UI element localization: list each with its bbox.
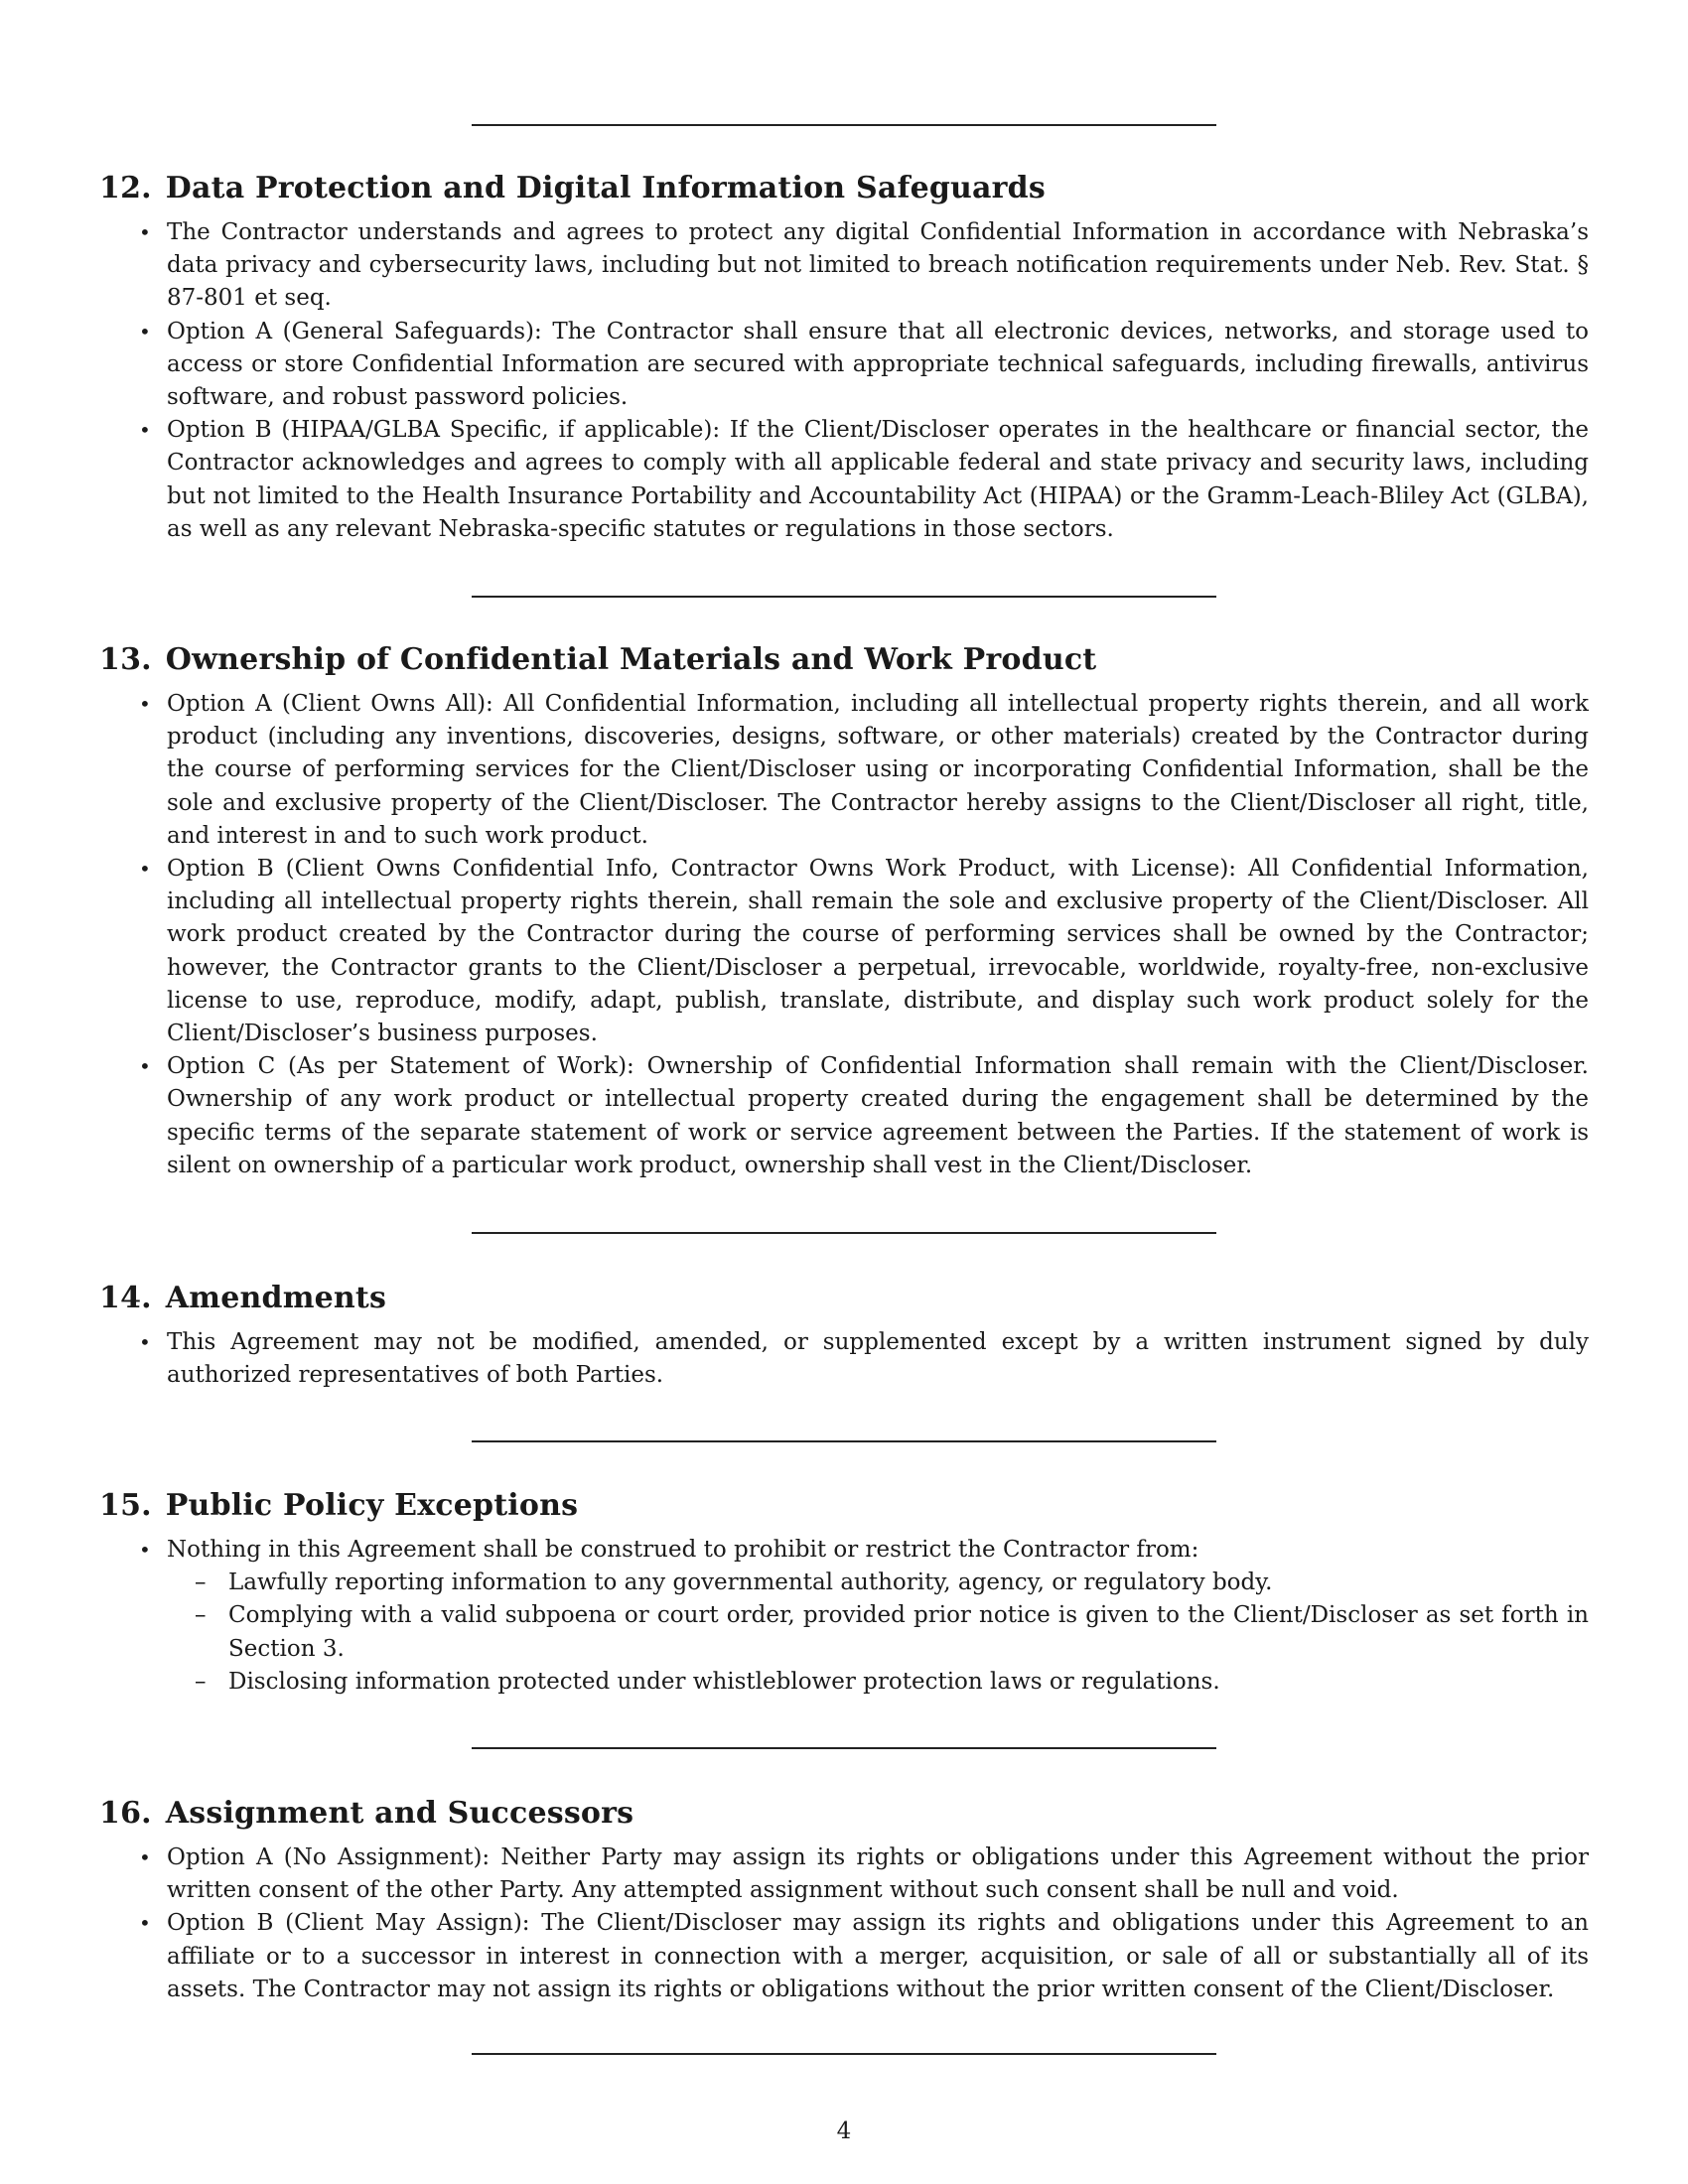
list-item-text: Option B (Client May Assign): The Client/Discloser may assign its rights and obligations under this Agreement to an affiliate or to a successor in interest in connection with a merger, acquisition, or sale of all or substantially all of its assets. The Contractor may not assign its rights or obligations without the prior written consent of the Client/Discloser.	[167, 1910, 1589, 2002]
page-number: 4	[836, 2118, 852, 2144]
bullet-icon: •	[139, 692, 151, 716]
bullet-icon: •	[139, 319, 151, 343]
list-item	[99, 853, 1589, 1050]
list-item-text: Option B (HIPAA/GLBA Specific, if applicable): If the Client/Discloser operates in the healthcare or financial sector, the Contractor acknowledges and agrees to comply with all applicable federal and state privacy and security laws, including but not limited to the Health Insurance Portability and Accountability Act (HIPAA) or the Gramm-Leach-Bliley Act (GLBA), as well as any relevant Nebraska-specific statutes or regulations in those sectors.	[167, 417, 1589, 542]
section-number: 13.	[99, 642, 152, 677]
section-title: Amendments	[165, 1281, 387, 1315]
section-divider	[472, 2053, 1216, 2055]
list-item-text: Option C (As per Statement of Work): Ownership of Confidential Information shall remain with the Client/Discloser. Ownership of any work product or intellectual property created during the engagement shall be determined by the specific terms of the separate statement of work or service agreement between the Parties. If the statement of work is silent on ownership of a particular work product, ownership shall vest in the Client/Discloser.	[167, 1053, 1589, 1178]
list-item	[99, 1534, 1589, 1699]
section-title: Public Policy Exceptions	[165, 1488, 579, 1523]
list-item	[99, 688, 1589, 853]
list-item	[99, 1326, 1589, 1392]
section-number: 15.	[99, 1488, 152, 1523]
section-13	[99, 640, 1589, 1182]
section-heading	[99, 169, 1589, 208]
list-item-text: Option A (General Safeguards): The Contractor shall ensure that all electronic devices, networks, and storage used to access or store Confidential Information are secured with appropriate technical safeguards, including firewalls, antivirus software, and robust password policies.	[167, 318, 1589, 411]
sub-list-item-text: Complying with a valid subpoena or court order, provided prior notice is given to the Client/Discloser as set forth in Section 3.	[228, 1602, 1589, 1662]
list-item	[99, 1907, 1589, 2006]
section-15	[99, 1486, 1589, 1699]
list-item	[99, 1050, 1589, 1182]
bullet-icon: •	[139, 1054, 151, 1079]
section-divider	[472, 596, 1216, 598]
bullet-list	[99, 1534, 1589, 1699]
bullet-list	[99, 1326, 1589, 1392]
section-number: 16.	[99, 1796, 152, 1831]
bullet-icon: •	[139, 857, 151, 882]
bullet-list	[99, 1842, 1589, 2006]
list-item	[99, 316, 1589, 415]
sub-list-item	[167, 1599, 1589, 1665]
sub-list-item-text: Disclosing information protected under whistleblower protection laws or regulations.	[228, 1668, 1220, 1695]
sub-list	[167, 1567, 1589, 1699]
bullet-icon: •	[139, 1330, 151, 1354]
sub-list-item	[167, 1666, 1589, 1699]
list-item-text: Nothing in this Agreement shall be construed to prohibit or restrict the Contractor from:	[167, 1537, 1199, 1563]
list-item-text: Option A (No Assignment): Neither Party may assign its rights or obligations under this Agreement without the prior written consent of the other Party. Any attempted assignment without such consent shall be null and void.	[167, 1844, 1589, 1904]
bullet-icon: •	[139, 418, 151, 443]
list-item	[99, 1842, 1589, 1907]
section-16	[99, 1794, 1589, 2006]
section-title: Data Protection and Digital Information Safeguards	[165, 171, 1046, 205]
dash-icon: –	[195, 1668, 207, 1695]
section-divider	[472, 1232, 1216, 1234]
list-item-text: The Contractor understands and agrees to protect any digital Confidential Information in accordance with Nebraska’s data privacy and cybersecurity laws, including but not limited to breach notification requirements under Neb. Rev. Stat. § 87-801 et seq.	[167, 219, 1589, 312]
bullet-icon: •	[139, 220, 151, 244]
dash-icon: –	[195, 1570, 207, 1596]
section-divider	[472, 1747, 1216, 1749]
list-item-text: Option B (Client Owns Confidential Info, Contractor Owns Work Product, with License): All Confidential Information, including all intellectual property rights therein, shall remain the sole and exclusive property of the Client/Discloser. All work product created by the Contractor during the course of performing services shall be owned by the Contractor; however, the Contractor grants to the Client/Discloser a perpetual, irrevocable, worldwide, royalty-free, non-exclusive license to use, reproduce, modify, adapt, publish, translate, distribute, and display such work product solely for the Client/Discloser’s business purposes.	[167, 856, 1589, 1047]
section-heading	[99, 1486, 1589, 1526]
section-title: Ownership of Confidential Materials and Work Product	[165, 642, 1097, 677]
list-item	[99, 216, 1589, 316]
section-14	[99, 1279, 1589, 1392]
list-item-text: This Agreement may not be modified, amended, or supplemented except by a written instrument signed by duly authorized representatives of both Parties.	[167, 1329, 1589, 1389]
section-heading	[99, 640, 1589, 680]
bullet-list	[99, 688, 1589, 1182]
section-divider	[472, 124, 1216, 126]
bullet-icon: •	[139, 1845, 151, 1869]
dash-icon: –	[195, 1602, 207, 1629]
bullet-icon: •	[139, 1538, 151, 1562]
section-12	[99, 169, 1589, 546]
list-item-text: Option A (Client Owns All): All Confidential Information, including all intellectual property rights therein, and all work product (including any inventions, discoveries, designs, software, or other materials) created by the Contractor during the course of performing services for the Client/Discloser using or incorporating Confidential Information, shall be the sole and exclusive property of the Client/Discloser. The Contractor hereby assigns to the Client/Discloser all right, title, and interest in and to such work product.	[167, 691, 1589, 849]
sub-list-item	[167, 1567, 1589, 1599]
bullet-icon: •	[139, 1911, 151, 1936]
section-heading	[99, 1794, 1589, 1834]
section-title: Assignment and Successors	[165, 1796, 634, 1831]
section-heading	[99, 1279, 1589, 1318]
bullet-list	[99, 216, 1589, 546]
section-number: 12.	[99, 171, 152, 205]
section-divider	[472, 1440, 1216, 1442]
section-number: 14.	[99, 1281, 152, 1315]
sub-list-item-text: Lawfully reporting information to any governmental authority, agency, or regulatory body.	[228, 1570, 1273, 1596]
list-item	[99, 414, 1589, 546]
